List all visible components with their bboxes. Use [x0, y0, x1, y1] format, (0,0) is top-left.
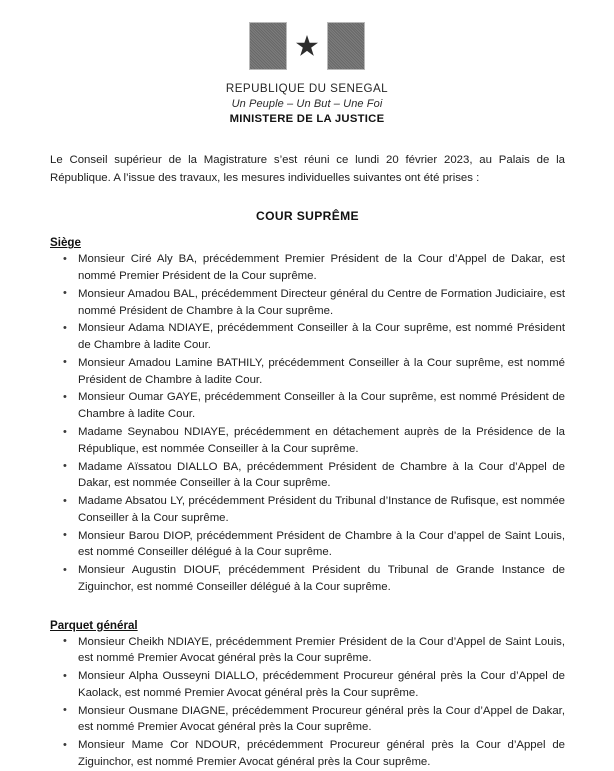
subsection-heading-parquet-general: Parquet général: [50, 618, 138, 632]
list-item: • Monsieur Amadou BAL, précédemment Directeur général du Centre de Formation Judiciaire, est nommé Président de Chambre à la Cour suprême.: [50, 286, 565, 320]
intro-paragraph: Le Conseil supérieur de la Magistrature s’est réuni ce lundi 20 février 2023, au Palais de la République. A l’issue des travaux, les mesures individuelles suivantes ont été prises :: [50, 154, 565, 184]
list-item: • Monsieur Augustin DIOUF, précédemment Président du Tribunal de Grande Instance de Ziguinchor, est nommé Conseiller délégué à la Cour suprême.: [50, 562, 565, 596]
list-item: • Madame Seynabou NDIAYE, précédemment en détachement auprès de la Présidence de la République, est nommée Conseiller à la Cour suprême.: [50, 424, 565, 458]
flag-band-left: [249, 22, 287, 70]
list-item: • Monsieur Oumar GAYE, précédemment Conseiller à la Cour suprême, est nommé Président de Chambre à ladite Cour.: [50, 389, 565, 423]
list-item: • Madame Absatou LY, précédemment Président du Tribunal d’Instance de Rufisque, est nommée Conseiller à la Cour suprême.: [50, 493, 565, 527]
flag-band-right: [327, 22, 365, 70]
country-name: REPUBLIQUE DU SENEGAL: [225, 82, 389, 95]
letterhead: [0, 0, 614, 125]
list-item: • Monsieur Amadou Lamine BATHILY, précédemment Conseiller à la Cour suprême, est nommé Président de Chambre à ladite Cour.: [50, 355, 565, 389]
national-motto: Un Peuple – Un But – Une Foi: [231, 98, 383, 110]
senegal-flag-emblem-icon: [246, 22, 368, 70]
list-item: • Monsieur Cheikh NDIAYE, précédemment Premier Président de la Cour d’Appel de Saint Louis, est nommé Premier Avocat général près la Cour suprême.: [50, 634, 565, 668]
list-item: • Monsieur Adama NDIAYE, précédemment Conseiller à la Cour suprême, est nommé Président de Chambre à ladite Cour.: [50, 320, 565, 354]
list-item: • Monsieur Barou DIOP, précédemment Président de Chambre à la Cour d’appel de Saint Louis, est nommé Conseiller délégué à la Cour suprême.: [50, 528, 565, 562]
list-item: • Monsieur Ousmane DIAGNE, précédemment Procureur général près la Cour d’Appel de Dakar, est nommé Premier Avocat général près la Cour suprême.: [50, 703, 565, 737]
subsection-heading-siege: Siège: [50, 236, 81, 250]
list-item: • Madame Aïssatou DIALLO BA, précédemment Président de Chambre à la Cour d’Appel de Dakar, est nommée Conseiller à la Cour suprême.: [50, 459, 565, 493]
parquet-general-list: [50, 634, 565, 771]
section-title-cour-supreme: COUR SUPRÊME: [256, 209, 359, 224]
ministry-name: MINISTERE DE LA JUSTICE: [229, 113, 385, 125]
document-body: [50, 152, 565, 771]
list-item: • Monsieur Mame Cor NDOUR, précédemment Procureur général près la Cour d’Appel de Ziguinchor, est nommé Premier Avocat général près la Cour suprême.: [50, 737, 565, 771]
list-item: • Monsieur Ciré Aly BA, précédemment Premier Président de la Cour d’Appel de Dakar, est nommé Premier Président de la Cour suprême.: [50, 251, 565, 285]
star-icon: [296, 35, 318, 57]
siege-list: [50, 251, 565, 595]
list-item: • Monsieur Alpha Ousseyni DIALLO, précédemment Procureur général près la Cour d’Appel de Kaolack, est nommé Premier Avocat général près la Cour suprême.: [50, 668, 565, 702]
